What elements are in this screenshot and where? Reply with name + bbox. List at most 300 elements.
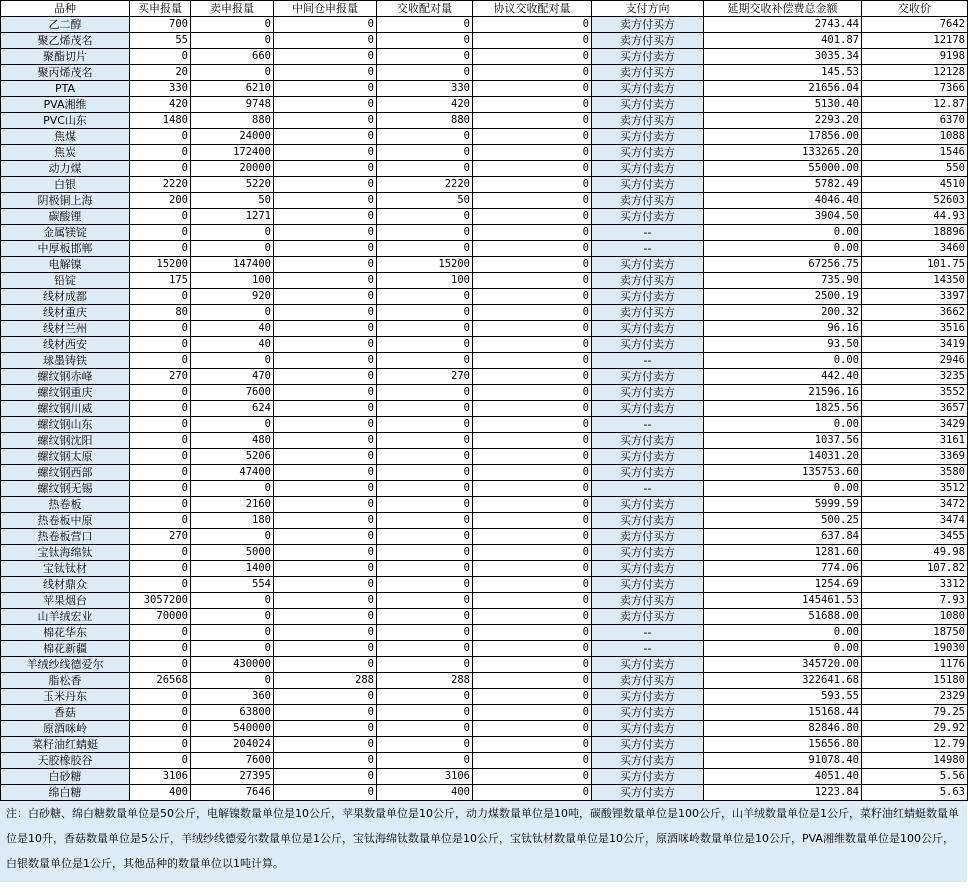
agreement-qty-cell: 0 (473, 369, 592, 385)
settlement-price-cell: 7642 (862, 17, 968, 33)
buy-qty-cell: 700 (130, 17, 191, 33)
pay-direction-cell: 买方付卖方 (592, 129, 704, 145)
compensation-total-cell: 51688.00 (704, 609, 862, 625)
compensation-total-cell: 1254.69 (704, 577, 862, 593)
buy-qty-cell: 0 (130, 481, 191, 497)
sell-qty-cell: 40 (191, 337, 274, 353)
buy-qty-cell: 0 (130, 385, 191, 401)
matched-qty-cell: 0 (377, 577, 473, 593)
table-row (1, 209, 968, 225)
pay-direction-cell: 买方付卖方 (592, 545, 704, 561)
compensation-total-cell: 5782.49 (704, 177, 862, 193)
buy-qty-cell: 26568 (130, 673, 191, 689)
pay-direction-cell: 买方付卖方 (592, 513, 704, 529)
table-row (1, 497, 968, 513)
settlement-price-cell: 5.63 (862, 785, 968, 801)
middle-qty-cell: 0 (274, 305, 377, 321)
middle-qty-cell: 0 (274, 417, 377, 433)
settlement-price-cell: 550 (862, 161, 968, 177)
product-name-cell: 线材兰州 (1, 321, 130, 337)
pay-direction-cell: 卖方付买方 (592, 529, 704, 545)
middle-qty-cell: 0 (274, 97, 377, 113)
matched-qty-cell: 0 (377, 17, 473, 33)
pay-direction-cell: 买方付卖方 (592, 785, 704, 801)
product-name-cell: 宝钛海绵钛 (1, 545, 130, 561)
table-header-row (1, 1, 968, 17)
sell-qty-cell: 172400 (191, 145, 274, 161)
buy-qty-cell: 0 (130, 737, 191, 753)
settlement-price-cell: 3161 (862, 433, 968, 449)
settlement-price-cell: 18750 (862, 625, 968, 641)
sell-qty-cell: 7600 (191, 385, 274, 401)
table-row (1, 609, 968, 625)
middle-qty-cell: 0 (274, 497, 377, 513)
product-name-cell: 棉花华东 (1, 625, 130, 641)
agreement-qty-cell: 0 (473, 33, 592, 49)
buy-qty-cell: 0 (130, 705, 191, 721)
agreement-qty-cell: 0 (473, 689, 592, 705)
agreement-qty-cell: 0 (473, 129, 592, 145)
matched-qty-cell: 0 (377, 289, 473, 305)
matched-qty-cell: 0 (377, 689, 473, 705)
table-row (1, 529, 968, 545)
pay-direction-cell: 买方付卖方 (592, 705, 704, 721)
pay-direction-cell: 买方付卖方 (592, 385, 704, 401)
middle-qty-cell: 0 (274, 369, 377, 385)
table-row (1, 17, 968, 33)
matched-qty-cell: 0 (377, 513, 473, 529)
table-row (1, 465, 968, 481)
matched-qty-cell: 0 (377, 449, 473, 465)
table-row (1, 401, 968, 417)
pay-direction-cell: 卖方付买方 (592, 65, 704, 81)
middle-qty-cell: 0 (274, 273, 377, 289)
sell-qty-cell: 554 (191, 577, 274, 593)
compensation-total-cell: 67256.75 (704, 257, 862, 273)
sell-qty-cell: 0 (191, 305, 274, 321)
table-row (1, 625, 968, 641)
matched-qty-cell: 420 (377, 97, 473, 113)
matched-qty-cell: 0 (377, 497, 473, 513)
middle-qty-cell: 0 (274, 593, 377, 609)
matched-qty-cell: 0 (377, 641, 473, 657)
header-settlement-price: 交收价 (862, 1, 968, 17)
matched-qty-cell: 0 (377, 465, 473, 481)
product-name-cell: 聚丙烯茂名 (1, 65, 130, 81)
pay-direction-cell: 买方付卖方 (592, 465, 704, 481)
sell-qty-cell: 0 (191, 65, 274, 81)
pay-direction-cell: 买方付卖方 (592, 369, 704, 385)
buy-qty-cell: 0 (130, 497, 191, 513)
product-name-cell: 阴极铜上海 (1, 193, 130, 209)
product-name-cell: 球墨铸铁 (1, 353, 130, 369)
matched-qty-cell: 0 (377, 417, 473, 433)
pay-direction-cell: 买方付卖方 (592, 209, 704, 225)
pay-direction-cell: 买方付卖方 (592, 145, 704, 161)
pay-direction-cell: 买方付卖方 (592, 449, 704, 465)
compensation-total-cell: 500.25 (704, 513, 862, 529)
agreement-qty-cell: 0 (473, 529, 592, 545)
pay-direction-cell: -- (592, 417, 704, 433)
matched-qty-cell: 400 (377, 785, 473, 801)
settlement-price-cell: 18896 (862, 225, 968, 241)
compensation-total-cell: 145461.53 (704, 593, 862, 609)
agreement-qty-cell: 0 (473, 545, 592, 561)
pay-direction-cell: 卖方付买方 (592, 113, 704, 129)
pay-direction-cell: 买方付卖方 (592, 737, 704, 753)
product-name-cell: 聚乙烯茂名 (1, 33, 130, 49)
table-row (1, 673, 968, 689)
matched-qty-cell: 0 (377, 433, 473, 449)
settlement-price-cell: 19030 (862, 641, 968, 657)
pay-direction-cell: 买方付卖方 (592, 769, 704, 785)
pay-direction-cell: -- (592, 353, 704, 369)
agreement-qty-cell: 0 (473, 97, 592, 113)
agreement-qty-cell: 0 (473, 513, 592, 529)
product-name-cell: 棉花新疆 (1, 641, 130, 657)
pay-direction-cell: 买方付卖方 (592, 81, 704, 97)
table-row (1, 113, 968, 129)
product-name-cell: PVA湘维 (1, 97, 130, 113)
buy-qty-cell: 0 (130, 689, 191, 705)
settlement-price-cell: 6370 (862, 113, 968, 129)
buy-qty-cell: 1480 (130, 113, 191, 129)
middle-qty-cell: 0 (274, 161, 377, 177)
sell-qty-cell: 5220 (191, 177, 274, 193)
table-row (1, 161, 968, 177)
table-row (1, 289, 968, 305)
matched-qty-cell: 0 (377, 65, 473, 81)
buy-qty-cell: 0 (130, 353, 191, 369)
table-row (1, 321, 968, 337)
settlement-price-cell: 9198 (862, 49, 968, 65)
table-row (1, 449, 968, 465)
matched-qty-cell: 0 (377, 321, 473, 337)
agreement-qty-cell: 0 (473, 49, 592, 65)
buy-qty-cell: 0 (130, 401, 191, 417)
sell-qty-cell: 5000 (191, 545, 274, 561)
product-name-cell: 苹果烟台 (1, 593, 130, 609)
agreement-qty-cell: 0 (473, 577, 592, 593)
product-name-cell: 白银 (1, 177, 130, 193)
compensation-total-cell: 200.32 (704, 305, 862, 321)
buy-qty-cell: 0 (130, 561, 191, 577)
agreement-qty-cell: 0 (473, 785, 592, 801)
table-row (1, 705, 968, 721)
sell-qty-cell: 360 (191, 689, 274, 705)
buy-qty-cell: 0 (130, 225, 191, 241)
product-name-cell: 电解镍 (1, 257, 130, 273)
sell-qty-cell: 0 (191, 481, 274, 497)
sell-qty-cell: 0 (191, 33, 274, 49)
agreement-qty-cell: 0 (473, 481, 592, 497)
compensation-total-cell: 15656.80 (704, 737, 862, 753)
buy-qty-cell: 0 (130, 753, 191, 769)
pay-direction-cell: 买方付卖方 (592, 49, 704, 65)
product-name-cell: 羊绒纱线德爱尔 (1, 657, 130, 673)
matched-qty-cell: 0 (377, 625, 473, 641)
buy-qty-cell: 0 (130, 209, 191, 225)
matched-qty-cell: 288 (377, 673, 473, 689)
matched-qty-cell: 330 (377, 81, 473, 97)
product-name-cell: 热卷板营口 (1, 529, 130, 545)
compensation-total-cell: 442.40 (704, 369, 862, 385)
sell-qty-cell: 63800 (191, 705, 274, 721)
sell-qty-cell: 470 (191, 369, 274, 385)
pay-direction-cell: -- (592, 641, 704, 657)
buy-qty-cell: 0 (130, 657, 191, 673)
middle-qty-cell: 0 (274, 113, 377, 129)
agreement-qty-cell: 0 (473, 257, 592, 273)
matched-qty-cell: 100 (377, 273, 473, 289)
middle-qty-cell: 0 (274, 513, 377, 529)
matched-qty-cell: 0 (377, 337, 473, 353)
sell-qty-cell: 0 (191, 641, 274, 657)
buy-qty-cell: 0 (130, 465, 191, 481)
table-row (1, 593, 968, 609)
settlement-price-cell: 3312 (862, 577, 968, 593)
settlement-price-cell: 3429 (862, 417, 968, 433)
sell-qty-cell: 920 (191, 289, 274, 305)
matched-qty-cell: 0 (377, 561, 473, 577)
settlement-price-cell: 3235 (862, 369, 968, 385)
compensation-total-cell: 637.84 (704, 529, 862, 545)
product-name-cell: 碳酸锂 (1, 209, 130, 225)
middle-qty-cell: 0 (274, 753, 377, 769)
sell-qty-cell: 1271 (191, 209, 274, 225)
pay-direction-cell: 买方付卖方 (592, 433, 704, 449)
sell-qty-cell: 2160 (191, 497, 274, 513)
compensation-total-cell: 15168.44 (704, 705, 862, 721)
sell-qty-cell: 660 (191, 49, 274, 65)
compensation-total-cell: 93.50 (704, 337, 862, 353)
sell-qty-cell: 9748 (191, 97, 274, 113)
compensation-total-cell: 1223.84 (704, 785, 862, 801)
product-name-cell: 螺纹钢重庆 (1, 385, 130, 401)
agreement-qty-cell: 0 (473, 497, 592, 513)
buy-qty-cell: 0 (130, 337, 191, 353)
sell-qty-cell: 147400 (191, 257, 274, 273)
sell-qty-cell: 1400 (191, 561, 274, 577)
sell-qty-cell: 50 (191, 193, 274, 209)
sell-qty-cell: 0 (191, 673, 274, 689)
agreement-qty-cell: 0 (473, 641, 592, 657)
matched-qty-cell: 15200 (377, 257, 473, 273)
middle-qty-cell: 0 (274, 529, 377, 545)
matched-qty-cell: 0 (377, 49, 473, 65)
matched-qty-cell: 0 (377, 721, 473, 737)
middle-qty-cell: 0 (274, 545, 377, 561)
settlement-price-cell: 3460 (862, 241, 968, 257)
settlement-price-cell: 1546 (862, 145, 968, 161)
pay-direction-cell: -- (592, 241, 704, 257)
agreement-qty-cell: 0 (473, 561, 592, 577)
agreement-qty-cell: 0 (473, 289, 592, 305)
pay-direction-cell: 买方付卖方 (592, 657, 704, 673)
buy-qty-cell: 200 (130, 193, 191, 209)
middle-qty-cell: 0 (274, 321, 377, 337)
sell-qty-cell: 20000 (191, 161, 274, 177)
middle-qty-cell: 0 (274, 177, 377, 193)
buy-qty-cell: 15200 (130, 257, 191, 273)
buy-qty-cell: 0 (130, 49, 191, 65)
settlement-price-cell: 52603 (862, 193, 968, 209)
settlement-price-cell: 101.75 (862, 257, 968, 273)
agreement-qty-cell: 0 (473, 593, 592, 609)
agreement-qty-cell: 0 (473, 465, 592, 481)
table-row (1, 305, 968, 321)
settlement-price-cell: 12128 (862, 65, 968, 81)
buy-qty-cell: 80 (130, 305, 191, 321)
middle-qty-cell: 0 (274, 785, 377, 801)
agreement-qty-cell: 0 (473, 401, 592, 417)
settlement-price-cell: 3580 (862, 465, 968, 481)
compensation-total-cell: 5999.59 (704, 497, 862, 513)
table-row (1, 481, 968, 497)
agreement-qty-cell: 0 (473, 145, 592, 161)
agreement-qty-cell: 0 (473, 353, 592, 369)
matched-qty-cell: 0 (377, 241, 473, 257)
middle-qty-cell: 0 (274, 449, 377, 465)
settlement-price-cell: 3455 (862, 529, 968, 545)
middle-qty-cell: 0 (274, 353, 377, 369)
matched-qty-cell: 0 (377, 401, 473, 417)
agreement-qty-cell: 0 (473, 161, 592, 177)
table-row (1, 225, 968, 241)
sell-qty-cell: 0 (191, 17, 274, 33)
product-name-cell: 动力煤 (1, 161, 130, 177)
pay-direction-cell: 买方付卖方 (592, 337, 704, 353)
middle-qty-cell: 0 (274, 641, 377, 657)
table-row (1, 177, 968, 193)
product-name-cell: 线材鼎众 (1, 577, 130, 593)
table-row (1, 513, 968, 529)
header-sell-qty: 卖申报量 (191, 1, 274, 17)
matched-qty-cell: 50 (377, 193, 473, 209)
settlement-price-cell: 12.87 (862, 97, 968, 113)
compensation-total-cell: 145.53 (704, 65, 862, 81)
header-pay-direction: 支付方向 (592, 1, 704, 17)
settlement-price-cell: 44.93 (862, 209, 968, 225)
agreement-qty-cell: 0 (473, 449, 592, 465)
compensation-total-cell: 593.55 (704, 689, 862, 705)
middle-qty-cell: 0 (274, 385, 377, 401)
product-name-cell: 中厚板邯郸 (1, 241, 130, 257)
compensation-total-cell: 2293.20 (704, 113, 862, 129)
buy-qty-cell: 175 (130, 273, 191, 289)
product-name-cell: 热卷板中原 (1, 513, 130, 529)
product-name-cell: 螺纹钢西部 (1, 465, 130, 481)
pay-direction-cell: -- (592, 625, 704, 641)
pay-direction-cell: 买方付卖方 (592, 289, 704, 305)
compensation-total-cell: 4051.40 (704, 769, 862, 785)
table-row (1, 193, 968, 209)
pay-direction-cell: 买方付卖方 (592, 401, 704, 417)
settlement-price-cell: 3552 (862, 385, 968, 401)
agreement-qty-cell: 0 (473, 209, 592, 225)
middle-qty-cell: 0 (274, 401, 377, 417)
pay-direction-cell: 买方付卖方 (592, 577, 704, 593)
agreement-qty-cell: 0 (473, 385, 592, 401)
table-row (1, 545, 968, 561)
table-row (1, 641, 968, 657)
buy-qty-cell: 3057200 (130, 593, 191, 609)
settlement-price-cell: 5.56 (862, 769, 968, 785)
middle-qty-cell: 0 (274, 705, 377, 721)
agreement-qty-cell: 0 (473, 433, 592, 449)
middle-qty-cell: 0 (274, 337, 377, 353)
middle-qty-cell: 0 (274, 209, 377, 225)
table-row (1, 353, 968, 369)
sell-qty-cell: 0 (191, 241, 274, 257)
pay-direction-cell: 卖方付买方 (592, 593, 704, 609)
sell-qty-cell: 47400 (191, 465, 274, 481)
compensation-total-cell: 96.16 (704, 321, 862, 337)
pay-direction-cell: 卖方付买方 (592, 609, 704, 625)
agreement-qty-cell: 0 (473, 657, 592, 673)
product-name-cell: 螺纹钢无锡 (1, 481, 130, 497)
sell-qty-cell: 0 (191, 625, 274, 641)
header-matched-qty: 交收配对量 (377, 1, 473, 17)
agreement-qty-cell: 0 (473, 737, 592, 753)
compensation-total-cell: 0.00 (704, 625, 862, 641)
matched-qty-cell: 0 (377, 545, 473, 561)
agreement-qty-cell: 0 (473, 673, 592, 689)
middle-qty-cell: 0 (274, 465, 377, 481)
buy-qty-cell: 420 (130, 97, 191, 113)
agreement-qty-cell: 0 (473, 321, 592, 337)
buy-qty-cell: 0 (130, 721, 191, 737)
compensation-total-cell: 735.90 (704, 273, 862, 289)
compensation-total-cell: 0.00 (704, 241, 862, 257)
compensation-total-cell: 0.00 (704, 353, 862, 369)
settlement-price-cell: 49.98 (862, 545, 968, 561)
middle-qty-cell: 0 (274, 689, 377, 705)
sell-qty-cell: 0 (191, 529, 274, 545)
pay-direction-cell: 卖方付买方 (592, 305, 704, 321)
pay-direction-cell: 买方付卖方 (592, 689, 704, 705)
matched-qty-cell: 0 (377, 657, 473, 673)
agreement-qty-cell: 0 (473, 769, 592, 785)
table-row (1, 241, 968, 257)
product-name-cell: 热卷板 (1, 497, 130, 513)
product-name-cell: 螺纹钢山东 (1, 417, 130, 433)
settlement-price-cell: 2946 (862, 353, 968, 369)
buy-qty-cell: 0 (130, 513, 191, 529)
pay-direction-cell: 卖方付买方 (592, 273, 704, 289)
buy-qty-cell: 0 (130, 545, 191, 561)
settlement-price-cell: 15180 (862, 673, 968, 689)
settlement-price-cell: 12178 (862, 33, 968, 49)
compensation-total-cell: 14031.20 (704, 449, 862, 465)
compensation-total-cell: 345720.00 (704, 657, 862, 673)
pay-direction-cell: 买方付卖方 (592, 321, 704, 337)
agreement-qty-cell: 0 (473, 81, 592, 97)
matched-qty-cell: 0 (377, 609, 473, 625)
table-row (1, 721, 968, 737)
header-product: 品种 (1, 1, 130, 17)
settlement-price-cell: 3662 (862, 305, 968, 321)
settlement-price-cell: 107.82 (862, 561, 968, 577)
compensation-total-cell: 4046.40 (704, 193, 862, 209)
table-row (1, 369, 968, 385)
sell-qty-cell: 0 (191, 353, 274, 369)
product-name-cell: 金属镁锭 (1, 225, 130, 241)
settlement-price-cell: 3397 (862, 289, 968, 305)
buy-qty-cell: 0 (130, 641, 191, 657)
product-name-cell: 菜籽油红蜻蜓 (1, 737, 130, 753)
agreement-qty-cell: 0 (473, 273, 592, 289)
